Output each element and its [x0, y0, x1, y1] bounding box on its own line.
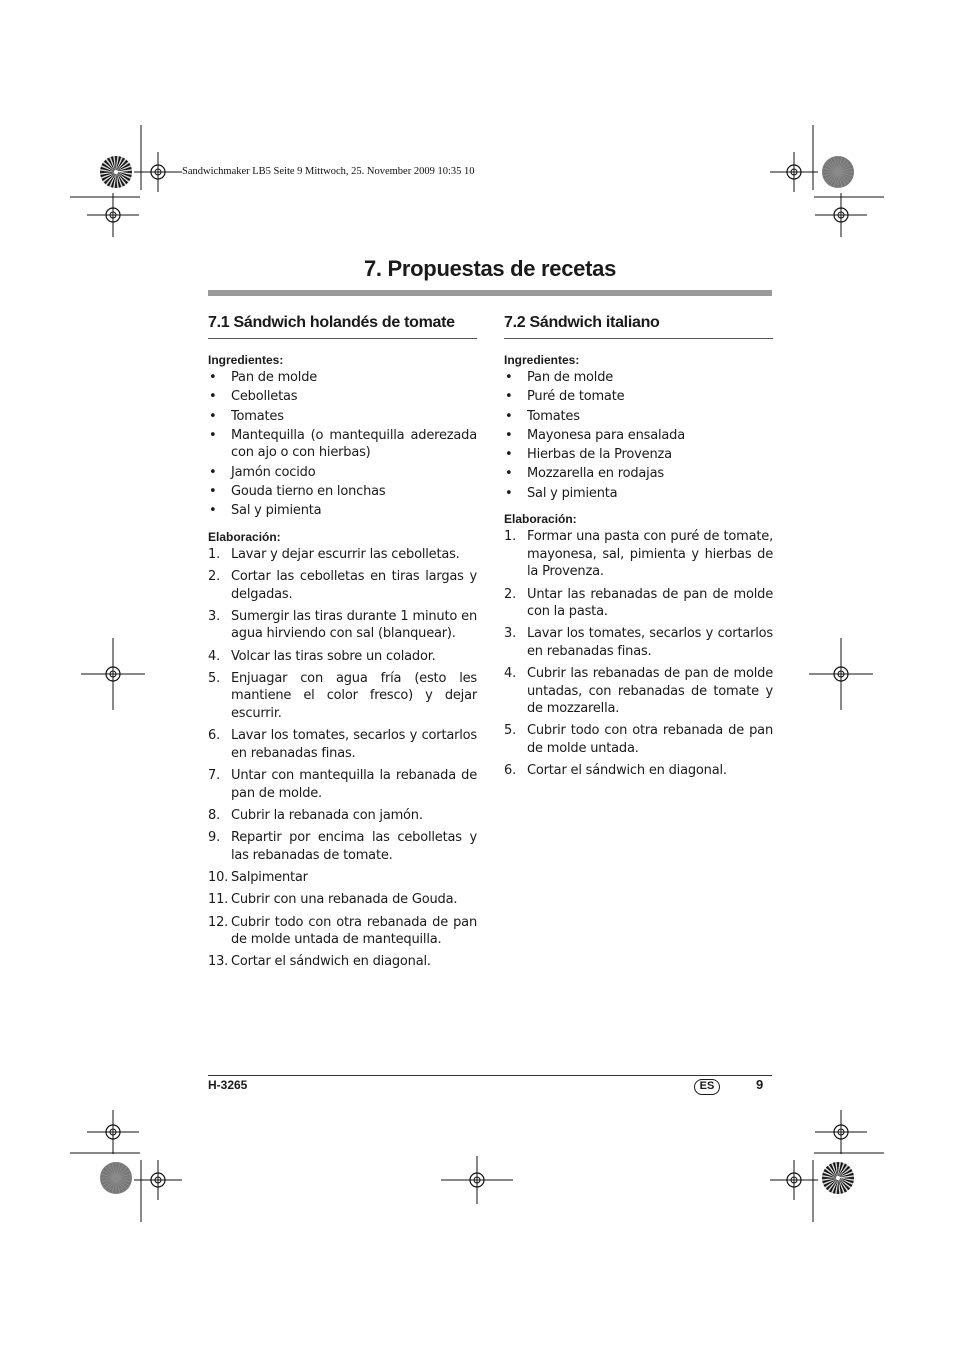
bullet-glyph: • — [209, 427, 217, 443]
step-number: 13. — [208, 954, 229, 970]
step-text: Lavar los tomates, secarlos y cortarlos en rebanadas finas. — [527, 626, 773, 659]
step-number: 8. — [208, 807, 221, 823]
ingredient-item — [208, 408, 477, 426]
step-text: Salpimentar — [231, 869, 308, 885]
bullet-glyph: • — [505, 427, 513, 443]
step-item — [208, 648, 477, 666]
ingredient-item — [208, 483, 477, 501]
step-number: 6. — [208, 728, 221, 744]
section-italian-sandwich — [504, 314, 773, 785]
ingredient-text: Mantequilla (o mantequilla aderezada con ajo o con hierbas) — [231, 427, 477, 461]
ingredient-item — [504, 408, 773, 426]
ingredients-list — [504, 369, 773, 502]
print-slug: Sandwichmaker LB5 Seite 9 Mittwoch, 25. November 2009 10:35 10 — [182, 166, 475, 177]
registration-mark — [770, 1160, 818, 1200]
ingredient-text: Gouda tierno en lonchas — [231, 483, 386, 499]
step-item — [208, 568, 477, 603]
step-text: Untar con mantequilla la rebanada de pan de molde. — [231, 768, 477, 801]
ingredient-item — [504, 388, 773, 406]
model-number: H-3265 — [208, 1078, 248, 1092]
ingredients-label: Ingredientes: — [504, 353, 580, 367]
bullet-glyph: • — [209, 370, 217, 385]
ingredient-item — [208, 464, 477, 482]
step-item — [504, 665, 773, 718]
step-number: 4. — [208, 648, 221, 664]
step-item — [504, 586, 773, 621]
steps-label: Elaboración: — [504, 512, 577, 527]
step-text: Cortar las cebolletas en tiras largas y delgadas. — [231, 569, 477, 602]
title-bar — [208, 290, 772, 296]
step-item — [208, 670, 477, 723]
ingredient-text: Pan de molde — [527, 370, 614, 385]
registration-mark — [815, 1110, 867, 1154]
ingredient-item — [208, 427, 477, 462]
bullet-glyph: • — [209, 464, 217, 480]
ingredient-text: Mayonesa para ensalada — [527, 427, 685, 443]
step-item — [208, 914, 477, 949]
step-item — [208, 608, 477, 643]
registration-mark — [815, 193, 867, 237]
step-text: Sumergir las tiras durante 1 minuto en agua hirviendo con sal (blanquear). — [231, 608, 477, 642]
step-number: 3. — [504, 626, 517, 642]
step-number: 5. — [208, 670, 221, 686]
bullet-glyph: • — [505, 370, 513, 385]
bullet-glyph: • — [505, 485, 513, 501]
section-title: 7.2 Sándwich italiano — [504, 314, 773, 339]
bullet-glyph: • — [505, 389, 513, 405]
ingredient-item — [504, 485, 773, 503]
registration-mark — [87, 193, 139, 237]
section-title: 7.1 Sándwich holandés de tomate — [208, 314, 477, 339]
step-text: Cubrir todo con otra rebanada de pan de molde untada de mantequilla. — [231, 914, 477, 948]
ingredient-item — [208, 369, 477, 387]
registration-mark — [81, 638, 145, 710]
step-number: 4. — [504, 666, 517, 682]
steps-label: Elaboración: — [208, 529, 281, 544]
steps-list — [504, 528, 773, 779]
ingredient-item — [504, 427, 773, 445]
ingredient-text: Tomates — [527, 408, 580, 424]
step-item — [208, 727, 477, 762]
step-text: Cortar el sándwich en diagonal. — [231, 954, 431, 970]
registration-mark — [441, 1156, 513, 1204]
step-text: Cortar el sándwich en diagonal. — [527, 763, 727, 779]
step-item — [504, 625, 773, 660]
step-text: Lavar y dejar escurrir las cebolletas. — [231, 546, 460, 562]
step-text: Repartir por encima las cebolletas y las rebanadas de tomate. — [231, 830, 477, 863]
registration-mark — [809, 638, 873, 710]
registration-mark — [770, 152, 818, 192]
ingredient-item — [504, 465, 773, 483]
step-text: Cubrir con una rebanada de Gouda. — [231, 892, 458, 908]
bullet-glyph: • — [209, 389, 217, 405]
footer-rule — [208, 1075, 772, 1076]
ingredient-text: Hierbas de la Provenza — [527, 447, 672, 463]
step-number: 9. — [208, 830, 221, 846]
step-number: 2. — [208, 569, 221, 585]
ingredient-text: Sal y pimienta — [527, 485, 618, 501]
ingredient-text: Jamón cocido — [231, 464, 316, 480]
page-number: 9 — [756, 1077, 764, 1092]
step-text: Lavar los tomates, secarlos y cortarlos en rebanadas finas. — [231, 728, 477, 761]
step-item — [504, 762, 773, 780]
ingredient-text: Pan de molde — [231, 370, 318, 385]
ingredient-item — [208, 388, 477, 406]
step-item — [504, 722, 773, 757]
step-text: Cubrir todo con otra rebanada de pan de molde untada. — [527, 723, 773, 756]
ingredient-text: Cebolletas — [231, 389, 298, 405]
step-number: 1. — [504, 529, 517, 545]
ingredient-text: Sal y pimienta — [231, 503, 322, 519]
registration-mark — [87, 1110, 139, 1154]
step-item — [208, 807, 477, 825]
section-dutch-sandwich — [208, 314, 477, 976]
ingredients-label: Ingredientes: — [208, 353, 284, 367]
step-item — [208, 829, 477, 864]
step-number: 5. — [504, 723, 517, 739]
step-text: Cubrir las rebanadas de pan de molde untadas, con rebanadas de tomate y de mozzarella. — [527, 666, 773, 717]
starburst-mark — [822, 1162, 854, 1194]
step-number: 7. — [208, 768, 221, 784]
step-number: 3. — [208, 608, 221, 624]
step-number: 2. — [504, 586, 517, 602]
bullet-glyph: • — [505, 408, 513, 424]
ingredient-text: Mozzarella en rodajas — [527, 466, 664, 482]
step-text: Cubrir la rebanada con jamón. — [231, 807, 423, 823]
ingredient-item — [208, 502, 477, 520]
gray-dot-mark — [822, 156, 854, 188]
bullet-glyph: • — [209, 503, 217, 519]
step-item — [504, 528, 773, 581]
step-item — [208, 953, 477, 971]
bullet-glyph: • — [505, 466, 513, 482]
bullet-glyph: • — [209, 483, 217, 499]
ingredient-item — [504, 369, 773, 387]
step-item — [208, 546, 477, 564]
steps-list — [208, 546, 477, 971]
step-number: 11. — [208, 892, 229, 908]
ingredients-list — [208, 369, 477, 520]
step-number: 12. — [208, 914, 229, 930]
step-text: Enjuagar con agua fría (esto les mantiene el color fresco) y dejar escurrir. — [231, 670, 477, 721]
ingredient-text: Tomates — [231, 408, 284, 424]
step-number: 10. — [208, 869, 229, 885]
ingredient-item — [504, 446, 773, 464]
step-item — [208, 869, 477, 887]
bullet-glyph: • — [505, 447, 513, 463]
bullet-glyph: • — [209, 408, 217, 424]
starburst-mark — [100, 156, 132, 188]
step-text: Formar una pasta con puré de tomate, mayonesa, sal, pimienta y hierbas de la Provenza. — [527, 529, 773, 580]
step-text: Volcar las tiras sobre un colador. — [231, 648, 436, 664]
step-item — [208, 767, 477, 802]
ingredient-text: Puré de tomate — [527, 389, 625, 405]
step-number: 1. — [208, 546, 221, 562]
gray-dot-mark — [100, 1162, 132, 1194]
page-title: 7. Propuestas de recetas — [363, 256, 617, 281]
step-number: 6. — [504, 763, 517, 779]
step-item — [208, 891, 477, 909]
language-badge: ES — [694, 1079, 720, 1095]
step-text: Untar las rebanadas de pan de molde con la pasta. — [527, 586, 773, 620]
